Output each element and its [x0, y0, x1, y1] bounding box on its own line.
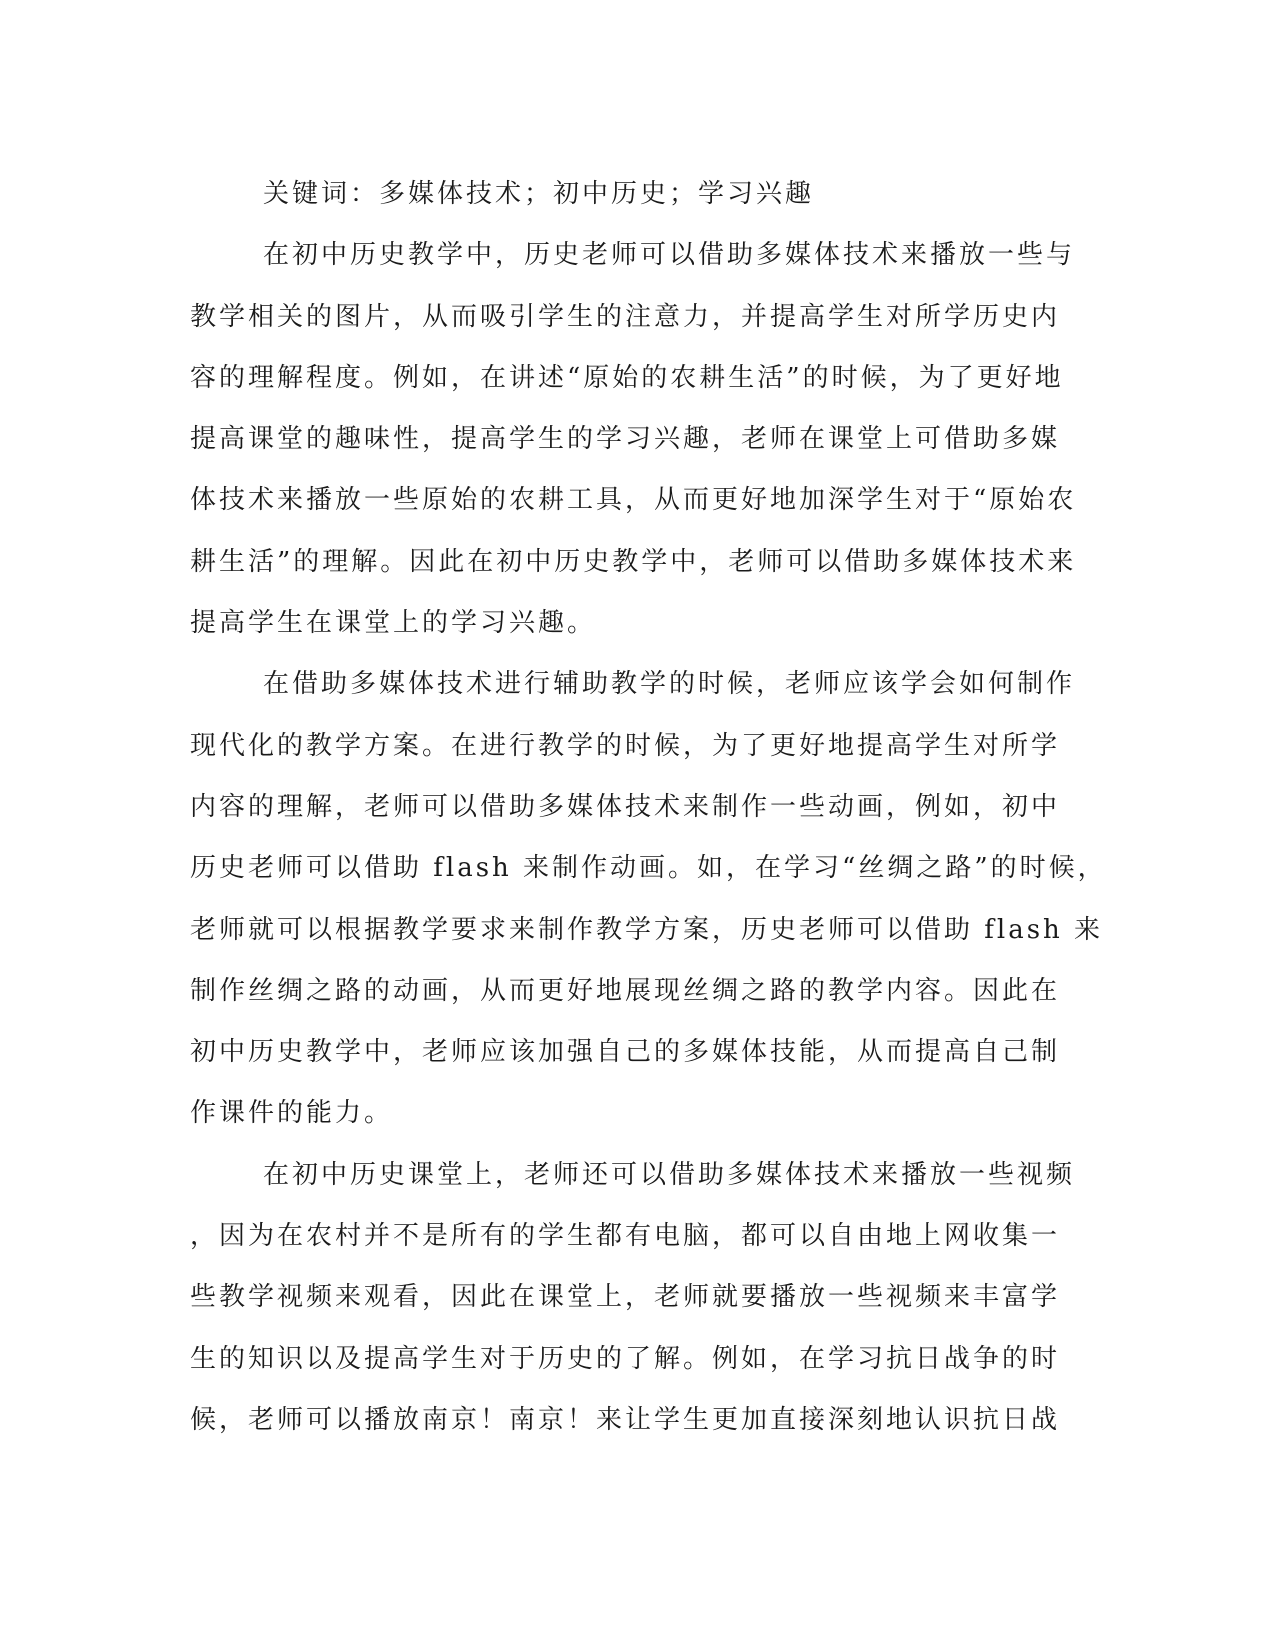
paragraph-line: 作课件的能力。	[190, 1098, 394, 1129]
paragraph-line: 在初中历史教学中，历史老师可以借助多媒体技术来播放一些与	[263, 240, 1076, 271]
paragraph-line: 提高学生在课堂上的学习兴趣。	[190, 608, 597, 639]
keywords-line: 关键词：多媒体技术；初中历史；学习兴趣	[263, 179, 815, 209]
paragraph-line: 些教学视频来观看，因此在课堂上，老师就要播放一些视频来丰富学	[190, 1282, 1061, 1313]
paragraph-line: 耕生活”的理解。因此在初中历史教学中，老师可以借助多媒体技术来	[190, 546, 1077, 577]
paragraph-line: 候，老师可以播放南京！南京！来让学生更加直接深刻地认识抗日战	[190, 1404, 1061, 1435]
paragraph-line: 生的知识以及提高学生对于历史的了解。例如，在学习抗日战争的时	[190, 1343, 1061, 1374]
paragraph-line: 在借助多媒体技术进行辅助教学的时候，老师应该学会如何制作	[263, 669, 1076, 700]
paragraph-line: 制作丝绸之路的动画，从而更好地展现丝绸之路的教学内容。因此在	[190, 975, 1061, 1006]
paragraph-2	[190, 654, 1107, 1144]
paragraph-line: 容的理解程度。例如，在讲述“原始的农耕生活”的时候，为了更好地	[190, 362, 1064, 393]
paragraph-line: 初中历史教学中，老师应该加强自己的多媒体技能，从而提高自己制	[190, 1037, 1061, 1068]
paragraph-line: 历史老师可以借助 flash 来制作动画。如，在学习“丝绸之路”的时候，	[190, 853, 1107, 884]
paragraph-line: 提高课堂的趣味性，提高学生的学习兴趣，老师在课堂上可借助多媒	[190, 424, 1061, 455]
paragraph-line: 内容的理解，老师可以借助多媒体技术来制作一些动画，例如，初中	[190, 791, 1061, 822]
paragraph-line: 在初中历史课堂上，老师还可以借助多媒体技术来播放一些视频	[263, 1159, 1076, 1190]
paragraph-3	[190, 1145, 1080, 1451]
paragraph-1	[190, 225, 1080, 654]
document-body	[190, 164, 1107, 1451]
paragraph-line: 教学相关的图片，从而吸引学生的注意力，并提高学生对所学历史内	[190, 301, 1061, 332]
paragraph-line: 体技术来播放一些原始的农耕工具，从而更好地加深学生对于“原始农	[190, 485, 1077, 516]
paragraph-line: ，因为在农村并不是所有的学生都有电脑，都可以自由地上网收集一	[190, 1221, 1061, 1252]
paragraph-line: 现代化的教学方案。在进行教学的时候，为了更好地提高学生对所学	[190, 730, 1061, 761]
paragraph-line: 老师就可以根据教学要求来制作教学方案，历史老师可以借助 flash 来	[190, 914, 1104, 945]
